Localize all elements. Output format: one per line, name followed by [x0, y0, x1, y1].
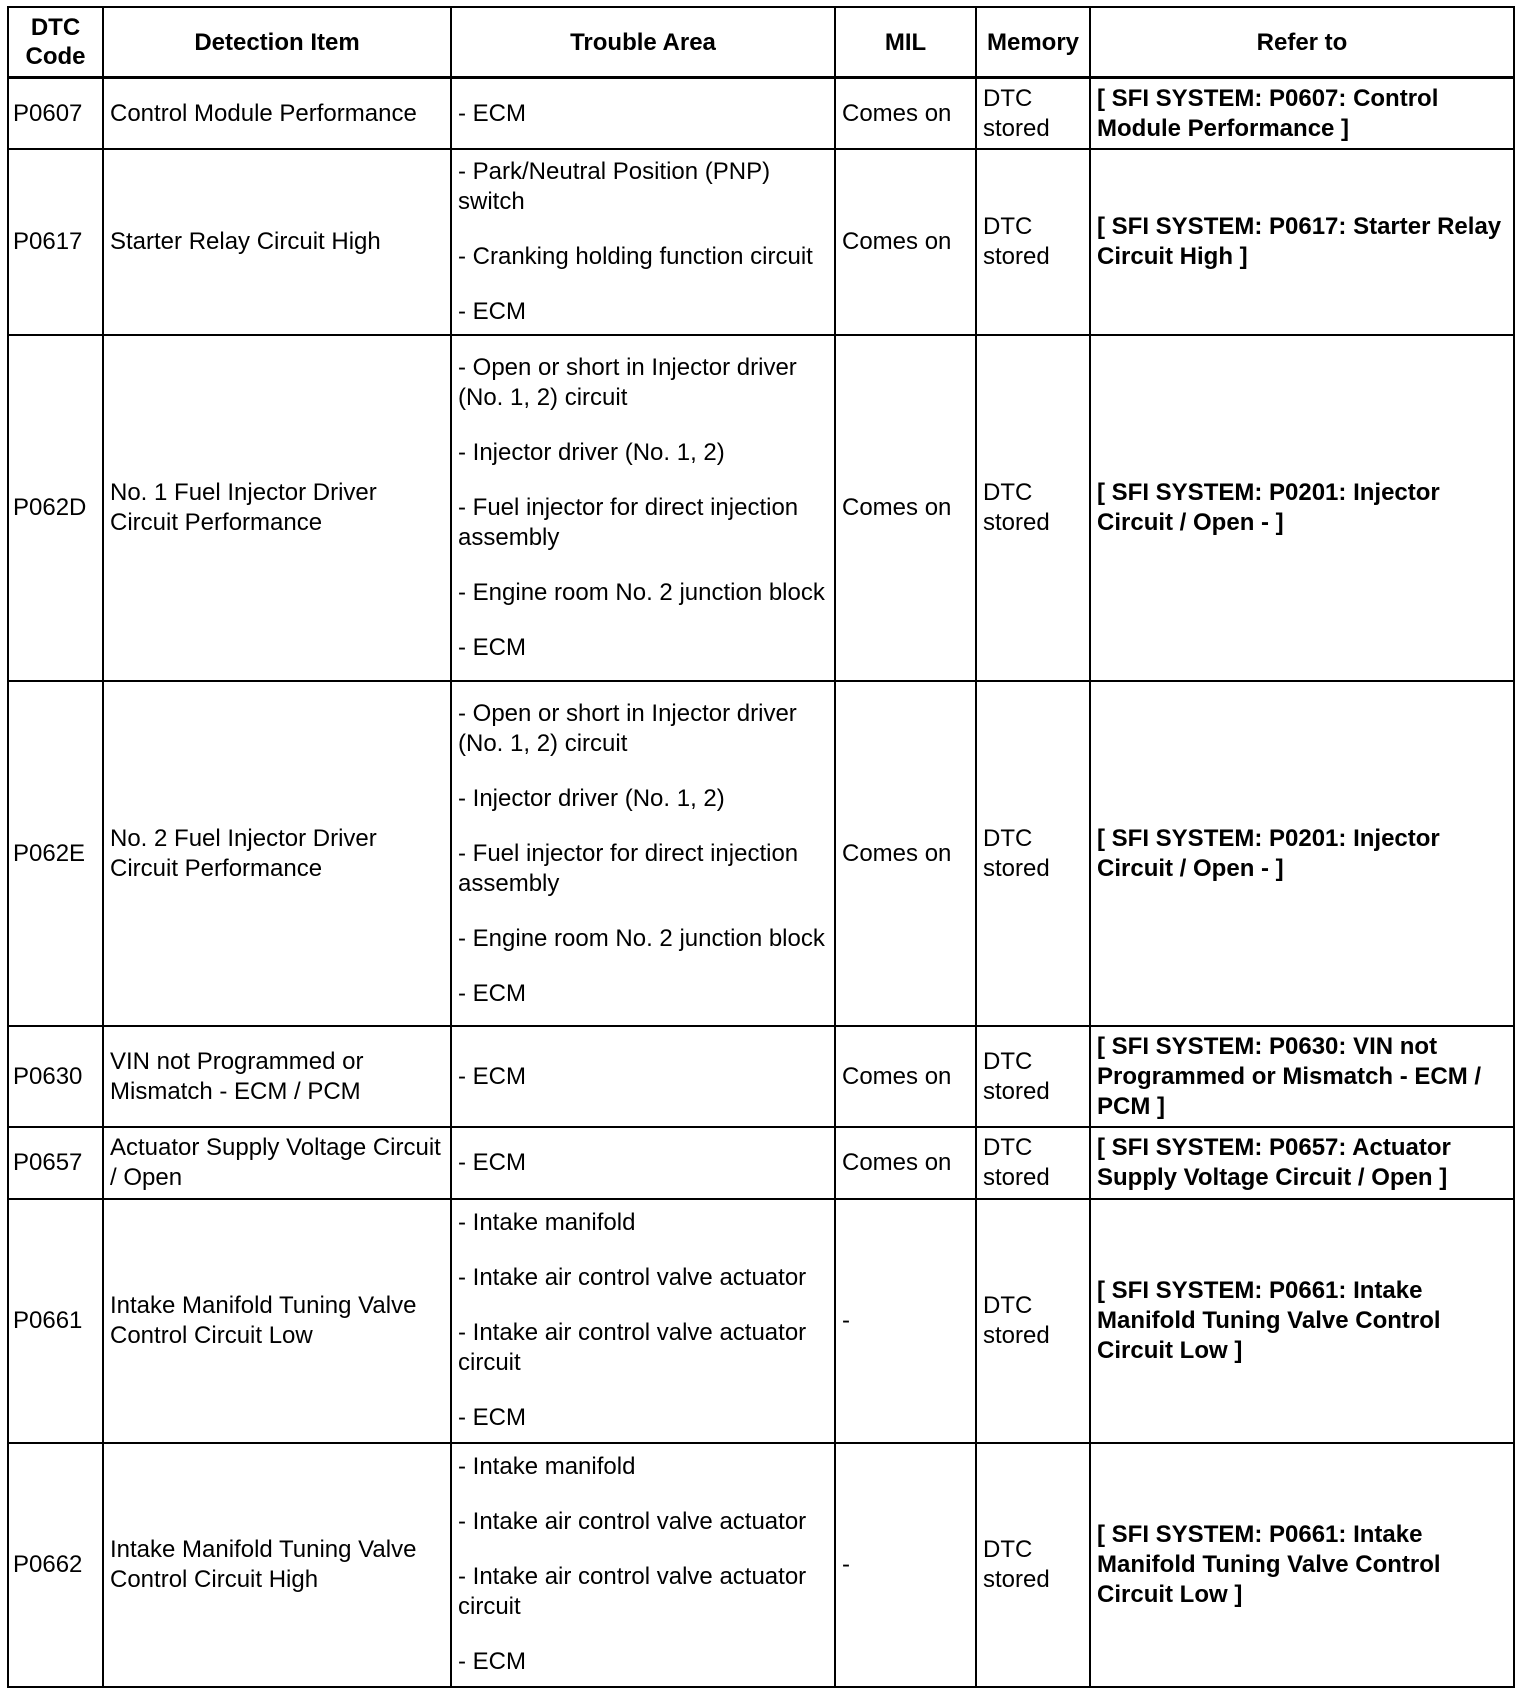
trouble-area-item: - ECM [458, 1148, 526, 1176]
mil-cell: - [835, 1443, 976, 1687]
dtc-code-cell: P0662 [8, 1443, 103, 1687]
detection-item-cell: Intake Manifold Tuning Valve Control Circuit High [103, 1443, 451, 1687]
mil-cell: Comes on [835, 335, 976, 681]
trouble-area-cell [451, 149, 835, 335]
trouble-area-item: - Intake manifold [458, 1453, 636, 1481]
mil-cell: Comes on [835, 681, 976, 1027]
trouble-area-item: - Fuel injector for direct injection assembly [458, 839, 799, 897]
refer-to-cell: [ SFI SYSTEM: P0607: Control Module Performance ] [1090, 78, 1514, 150]
table-row [8, 78, 1514, 150]
trouble-area-cell [451, 1127, 835, 1199]
dtc-code-cell: P062E [8, 681, 103, 1027]
memory-cell: DTC stored [976, 1199, 1090, 1443]
memory-cell: DTC stored [976, 149, 1090, 335]
detection-item-cell: No. 1 Fuel Injector Driver Circuit Performance [103, 335, 451, 681]
detection-item-cell: VIN not Programmed or Mismatch - ECM / PCM [103, 1026, 451, 1126]
trouble-area-item: - ECM [458, 979, 526, 1007]
header-memory: Memory [976, 7, 1090, 78]
detection-item-cell: Actuator Supply Voltage Circuit / Open [103, 1127, 451, 1199]
mil-cell: Comes on [835, 1127, 976, 1199]
trouble-area-item: - Engine room No. 2 junction block [458, 579, 825, 607]
trouble-area-cell [451, 335, 835, 681]
trouble-area-cell [451, 1199, 835, 1443]
table-row [8, 1199, 1514, 1443]
dtc-code-cell: P0607 [8, 78, 103, 150]
memory-cell: DTC stored [976, 335, 1090, 681]
trouble-area-item: - ECM [458, 99, 526, 127]
table-row [8, 335, 1514, 681]
memory-cell: DTC stored [976, 78, 1090, 150]
dtc-table [7, 6, 1515, 1688]
dtc-code-cell: P062D [8, 335, 103, 681]
header-refer-to: Refer to [1090, 7, 1514, 78]
table-header [8, 7, 1514, 78]
header-row [8, 7, 1514, 78]
detection-item-cell: Starter Relay Circuit High [103, 149, 451, 335]
refer-to-cell: [ SFI SYSTEM: P0661: Intake Manifold Tuning Valve Control Circuit Low ] [1090, 1443, 1514, 1687]
dtc-code-cell: P0630 [8, 1026, 103, 1126]
refer-to-cell: [ SFI SYSTEM: P0657: Actuator Supply Voltage Circuit / Open ] [1090, 1127, 1514, 1199]
trouble-area-item: - Fuel injector for direct injection assembly [458, 494, 799, 552]
trouble-area-item: - Intake air control valve actuator [458, 1508, 807, 1536]
trouble-area-cell [451, 1443, 835, 1687]
dtc-code-cell: P0617 [8, 149, 103, 335]
memory-cell: DTC stored [976, 681, 1090, 1027]
table-row [8, 149, 1514, 335]
mil-cell: - [835, 1199, 976, 1443]
dtc-code-cell: P0657 [8, 1127, 103, 1199]
refer-to-cell: [ SFI SYSTEM: P0201: Injector Circuit / Open - ] [1090, 335, 1514, 681]
header-detection-item: Detection Item [103, 7, 451, 78]
detection-item-cell: Intake Manifold Tuning Valve Control Circuit Low [103, 1199, 451, 1443]
trouble-area-item: - ECM [458, 1062, 526, 1090]
trouble-area-cell [451, 78, 835, 150]
trouble-area-item: - Cranking holding function circuit [458, 243, 813, 271]
header-trouble-area: Trouble Area [451, 7, 835, 78]
trouble-area-item: - Engine room No. 2 junction block [458, 924, 825, 952]
header-mil: MIL [835, 7, 976, 78]
mil-cell: Comes on [835, 78, 976, 150]
detection-item-cell: Control Module Performance [103, 78, 451, 150]
detection-item-cell: No. 2 Fuel Injector Driver Circuit Performance [103, 681, 451, 1027]
refer-to-cell: [ SFI SYSTEM: P0617: Starter Relay Circuit High ] [1090, 149, 1514, 335]
trouble-area-item: - Open or short in Injector driver (No. 1, 2) circuit [458, 699, 797, 757]
trouble-area-cell [451, 681, 835, 1027]
memory-cell: DTC stored [976, 1127, 1090, 1199]
memory-cell: DTC stored [976, 1026, 1090, 1126]
mil-cell: Comes on [835, 149, 976, 335]
trouble-area-item: - ECM [458, 1648, 526, 1676]
trouble-area-cell [451, 1026, 835, 1126]
trouble-area-item: - Injector driver (No. 1, 2) [458, 784, 725, 812]
trouble-area-item: - Intake air control valve actuator circuit [458, 1319, 807, 1377]
trouble-area-item: - ECM [458, 1404, 526, 1432]
table-row [8, 1127, 1514, 1199]
refer-to-cell: [ SFI SYSTEM: P0630: VIN not Programmed or Mismatch - ECM / PCM ] [1090, 1026, 1514, 1126]
trouble-area-item: - Intake air control valve actuator [458, 1264, 807, 1292]
memory-cell: DTC stored [976, 1443, 1090, 1687]
table-body [8, 78, 1514, 1688]
trouble-area-item: - Intake air control valve actuator circuit [458, 1563, 807, 1621]
trouble-area-item: - ECM [458, 634, 526, 662]
trouble-area-item: - ECM [458, 298, 526, 326]
refer-to-cell: [ SFI SYSTEM: P0201: Injector Circuit / Open - ] [1090, 681, 1514, 1027]
table-row [8, 681, 1514, 1027]
table-row [8, 1026, 1514, 1126]
mil-cell: Comes on [835, 1026, 976, 1126]
trouble-area-item: - Open or short in Injector driver (No. 1, 2) circuit [458, 354, 797, 412]
header-dtc-code: DTC Code [8, 7, 103, 78]
trouble-area-item: - Injector driver (No. 1, 2) [458, 439, 725, 467]
trouble-area-item: - Park/Neutral Position (PNP) switch [458, 158, 771, 216]
table-row [8, 1443, 1514, 1687]
trouble-area-item: - Intake manifold [458, 1209, 636, 1237]
refer-to-cell: [ SFI SYSTEM: P0661: Intake Manifold Tuning Valve Control Circuit Low ] [1090, 1199, 1514, 1443]
dtc-code-cell: P0661 [8, 1199, 103, 1443]
